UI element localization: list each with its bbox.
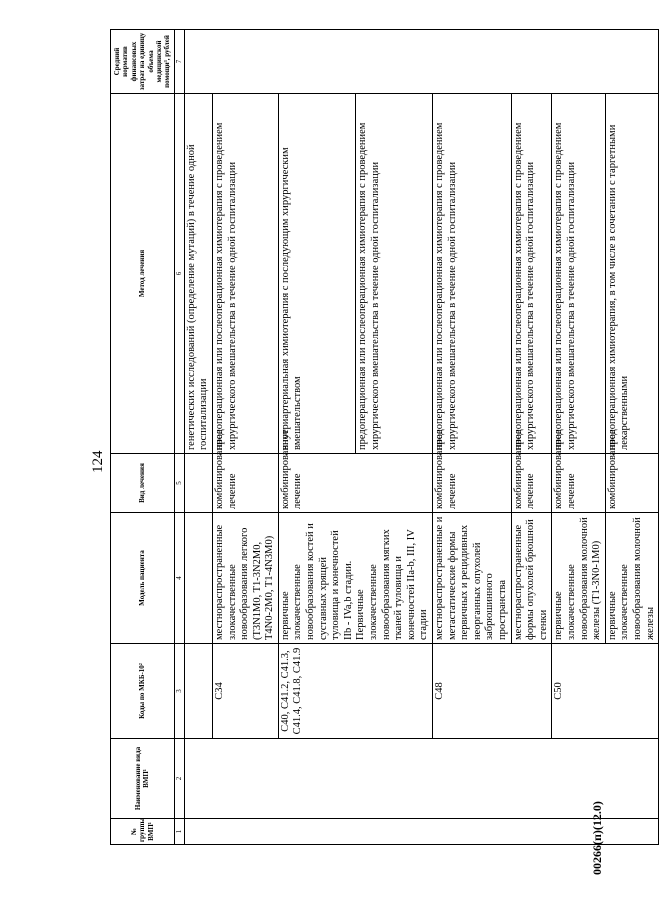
patient-model-cell: первичные злокачественные новообразования молочной железы [605, 513, 658, 644]
patient-model-cell: местнораспространенные и метастатические формы первичных и рецидивных неорганных опухолей забрюшинного пространства [433, 513, 512, 644]
column-number: 7 [174, 30, 184, 94]
patient-model-cell: местнораспространенные формы опухолей брюшной стенки [511, 513, 552, 644]
group-number-cell [184, 819, 658, 845]
column-number: 4 [174, 513, 184, 644]
treatment-method-cell: внутриартериальная химиотерапия с последующим хирургическим вмешательством [278, 94, 355, 454]
treatment-type-cell: комбинированное лечение [552, 454, 605, 513]
column-number: 5 [174, 454, 184, 513]
treatment-method-cell: предоперационная или послеоперационная химиотерапия с проведением хирургического вмешательства в течение одной госпитализации [511, 94, 552, 454]
treatment-type-cell: комбинированное лечение [511, 454, 552, 513]
column-number: 3 [174, 644, 184, 739]
table-row [552, 30, 605, 845]
column-number: 6 [174, 94, 184, 454]
icd-code-cell: C40, C41.2, C41.3, C41.4, C41.8, C41.9 [278, 644, 432, 739]
vmp-name-cell [184, 739, 658, 819]
treatment-type-cell [184, 454, 212, 513]
patient-model-cell: местнораспространенные злокачественные новообразования легкого (T3N1M0, T1-3N2M0, T4N0-2M0, T1-4N3M0) [212, 513, 278, 644]
treatment-type-cell: комбинированное лечение [433, 454, 512, 513]
patient-model-cell [184, 513, 212, 644]
header-treatment-type: Вид лечения [111, 454, 175, 513]
column-number: 1 [174, 819, 184, 845]
treatment-method-cell: предоперационная или послеоперационная химиотерапия с проведением хирургического вмешательства в течение одной госпитализации [552, 94, 605, 454]
icd-code-cell: C34 [212, 644, 278, 739]
footer-code: 00266(п)(12.0) [590, 801, 604, 875]
page-number: 124 [90, 450, 106, 473]
header-vmp-name: Наименование вида ВМП¹ [111, 739, 175, 819]
header-treatment-method: Метод лечения [111, 94, 175, 454]
table-row [278, 30, 355, 845]
patient-model-cell: первичные злокачественные новообразования молочной железы (T1-3N0-1M0) [552, 513, 605, 644]
icd-code-cell: C50 [552, 644, 659, 739]
treatment-type-cell: комбинированное лечение [212, 454, 278, 513]
table-header-row [111, 30, 175, 845]
header-patient-model: Модель пациента [111, 513, 175, 644]
column-number: 2 [174, 739, 184, 819]
vmp-table [110, 29, 659, 845]
column-number-row [174, 30, 184, 845]
header-cost-standard: Средний норматив финансовых затрат на единицу объема медицинской помощи³, рублей [111, 30, 175, 94]
table-row [212, 30, 278, 845]
treatment-method-cell: генетических исследований (определение мутаций) в течение одной госпитализации [184, 94, 212, 454]
patient-model-cell: первичные злокачественные новообразования костей и суставных хрящей туловища и конечностей IIb - IVa,b стадии. Первичные злокачественные новообразования мягких тканей туловища и конечностей IIa-b, III, IV стадии [278, 513, 432, 644]
treatment-method-cell: предоперационная химиотерапия, в том числе в сочетании с таргетными лекарственными [605, 94, 658, 454]
cost-cell [184, 30, 658, 94]
icd-code-cell [184, 644, 212, 739]
treatment-type-cell: комбинированное лечение [278, 454, 432, 513]
table-row [433, 30, 512, 845]
treatment-method-cell: предоперационная или послеоперационная химиотерапия с проведением хирургического вмешательства в течение одной госпитализации [212, 94, 278, 454]
icd-code-cell: C48 [433, 644, 552, 739]
treatment-method-cell: предоперационная или послеоперационная химиотерапия с проведением хирургического вмешательства в течение одной госпитализации [355, 94, 432, 454]
header-group-number: № группы ВМП¹ [111, 819, 175, 845]
table-row [184, 30, 212, 845]
header-icd-codes: Коды по МКБ-10² [111, 644, 175, 739]
treatment-method-cell: предоперационная или послеоперационная химиотерапия с проведением хирургического вмешательства в течение одной госпитализации [433, 94, 512, 454]
treatment-type-cell: комбинированное [605, 454, 658, 513]
